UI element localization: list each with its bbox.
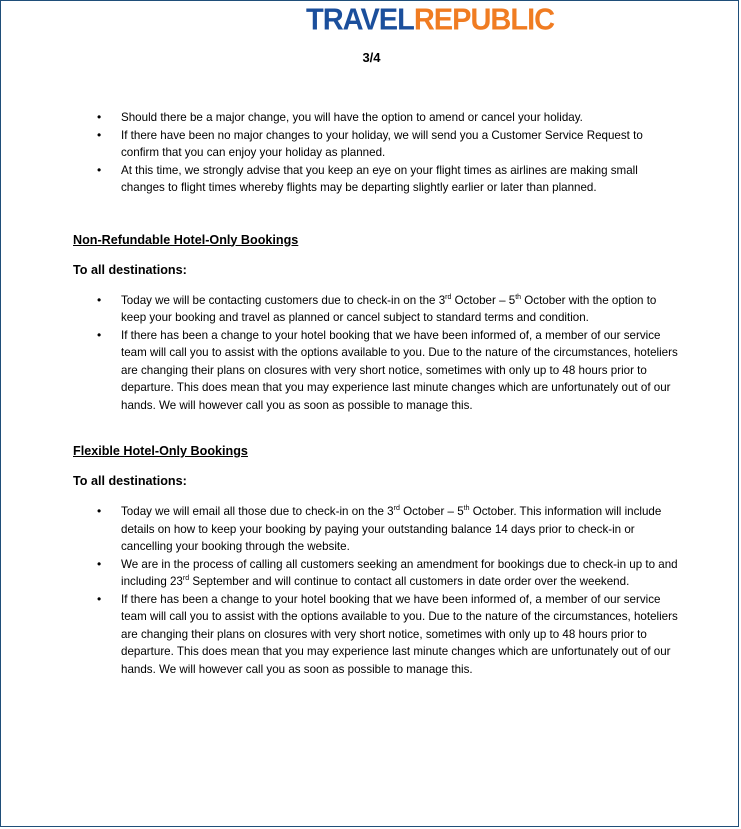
travel-republic-logo	[306, 3, 554, 37]
section-heading-non-refundable: Non-Refundable Hotel-Only Bookings	[73, 232, 299, 247]
section-subheading: To all destinations:	[73, 262, 187, 277]
list-item: • If there have been no major changes to your holiday, we will send you a Customer Service Request to confirm that you can enjoy your holiday as planned.	[1, 127, 739, 162]
list-item: • At this time, we strongly advise that you keep an eye on your flight times as airlines are making small changes to flight times whereby flights may be departing slightly earlier or later than planned.	[1, 162, 739, 197]
list-item: • Today we will email all those due to check-in on the 3rd October – 5th October. This information will include details on how to keep your booking by paying your outstanding balance 14 days prior to check-in or cancelling your booking through the website.	[1, 503, 739, 556]
list-item: • If there has been a change to your hotel booking that we have been informed of, a member of our service team will call you to assist with the options available to you. Due to the nature of the circumstances, hoteliers are changing their plans on closures with very short notice, sometimes with only up to 48 hours prior to departure. This does mean that you may experience last minute changes which are unfortunately out of our hands. We will however call you as soon as possible to manage this.	[1, 591, 739, 679]
page-number: 3/4	[362, 50, 381, 65]
non-refundable-bullet-list	[1, 292, 739, 415]
logo-republic-text: REPUBLIC	[413, 3, 555, 37]
intro-bullet-list	[1, 109, 739, 197]
section-heading-flexible: Flexible Hotel-Only Bookings	[73, 444, 248, 458]
list-item: • If there has been a change to your hotel booking that we have been informed of, a member of our service team will call you to assist with the options available to you. Due to the nature of the circumstances, hoteliers are changing their plans on closures with very short notice, sometimes with only up to 48 hours prior to departure. This does mean that you may experience last minute changes which are unfortunately out of our hands. We will however call you as soon as possible to manage this.	[1, 327, 739, 415]
document-body	[1, 109, 739, 678]
section-subheading: To all destinations:	[73, 474, 187, 488]
logo-travel-text: TRAVEL	[306, 3, 414, 37]
list-item: • We are in the process of calling all customers seeking an amendment for bookings due to check-in up to and including 23rd September and will continue to contact all customers in date order over the weekend.	[1, 556, 739, 591]
flexible-bullet-list	[1, 503, 739, 678]
list-item: • Should there be a major change, you will have the option to amend or cancel your holiday.	[1, 109, 739, 127]
list-item: • Today we will be contacting customers due to check-in on the 3rd October – 5th October with the option to keep your booking and travel as planned or cancel subject to standard terms and condition.	[1, 292, 739, 327]
